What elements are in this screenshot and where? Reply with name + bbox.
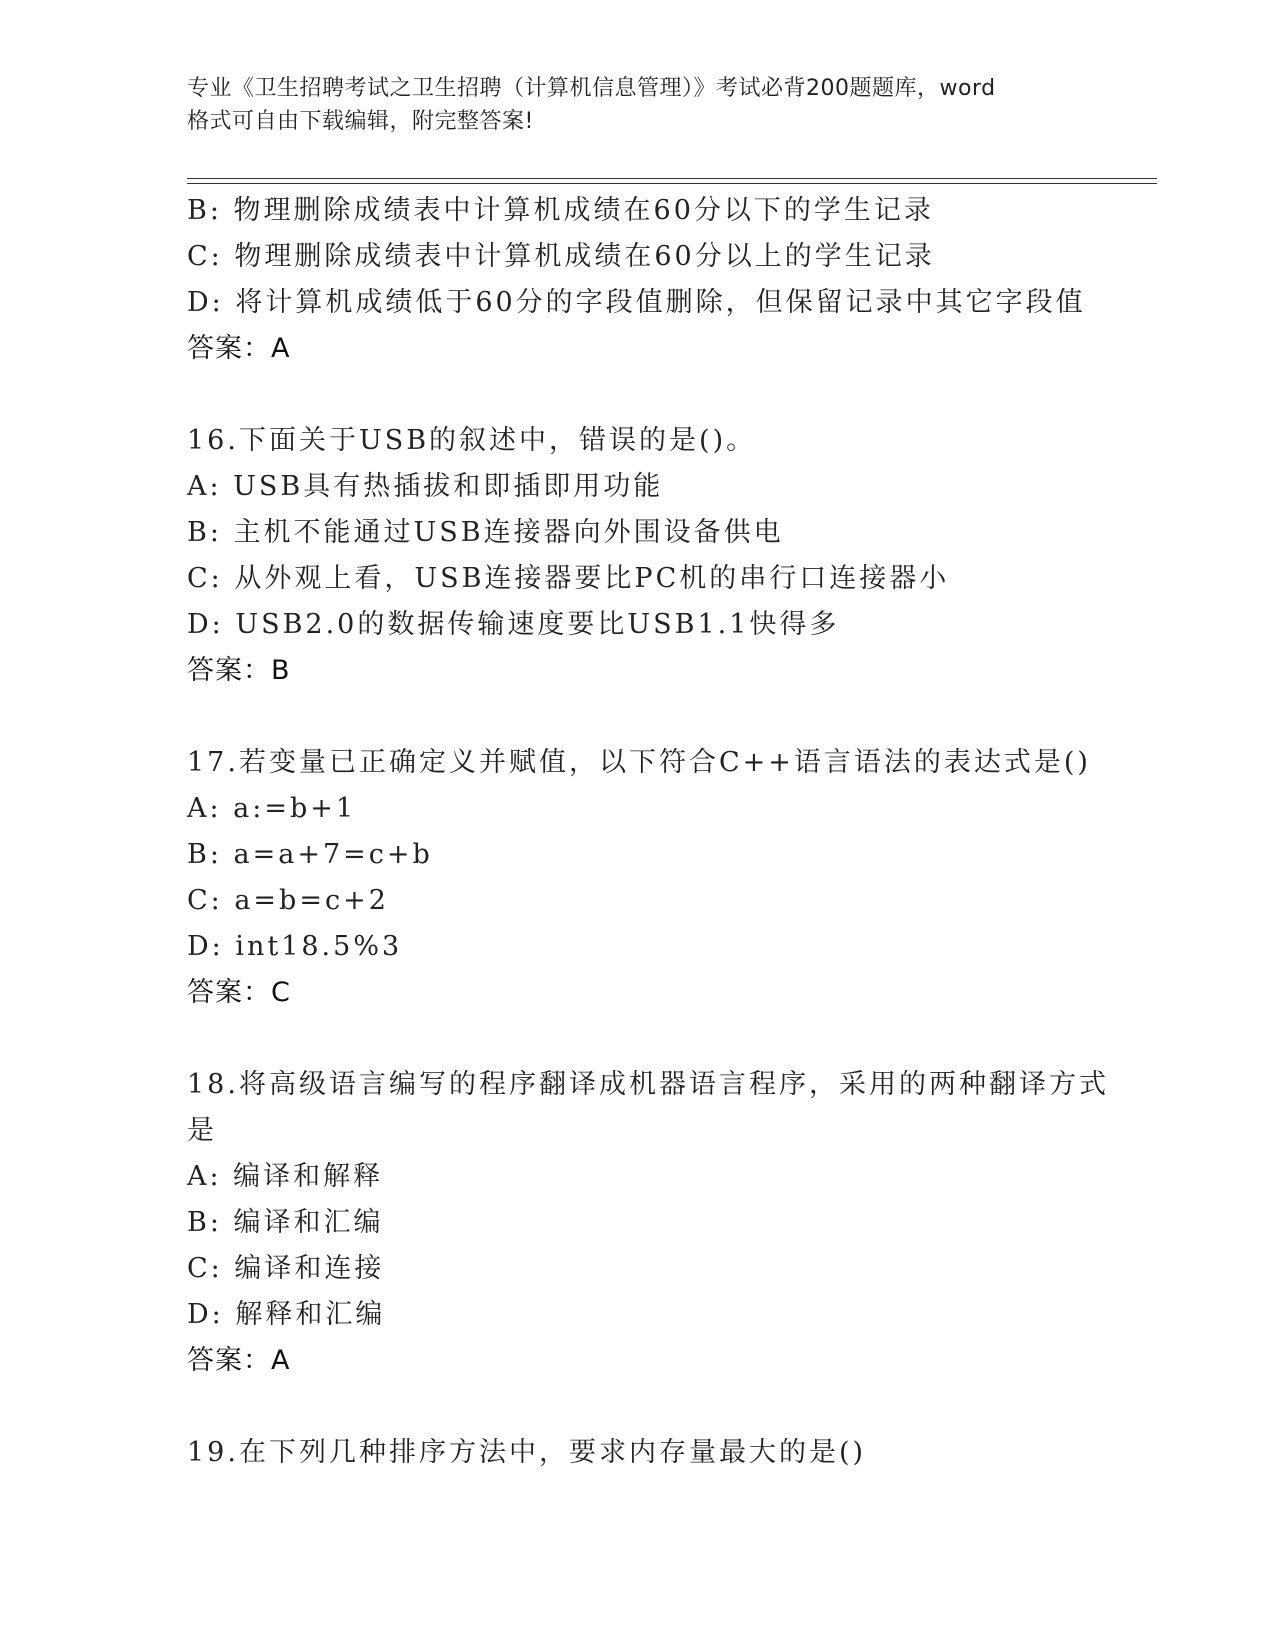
question-list (187, 188, 1147, 1476)
question-16 (187, 418, 1147, 694)
answer-label: 答案：C (187, 977, 291, 1008)
option-a: A: a:=b+1 (187, 793, 357, 824)
document-header (187, 72, 1087, 138)
option-b: B: 编译和汇编 (187, 1207, 384, 1238)
header-line-1: 专业《卫生招聘考试之卫生招聘（计算机信息管理）》考试必背200题题库，word (187, 76, 996, 101)
option-c: C: 物理删除成绩表中计算机成绩在60分以上的学生记录 (187, 241, 935, 272)
question-19 (187, 1430, 1147, 1476)
answer-label: 答案：B (187, 655, 291, 686)
header-line-2: 格式可自由下载编辑，附完整答案! (187, 109, 534, 134)
question-stem: 16.下面关于USB的叙述中，错误的是()。 (187, 425, 757, 456)
header-divider-top (187, 178, 1157, 179)
question-stem: 17.若变量已正确定义并赋值，以下符合C++语言语法的表达式是() (187, 747, 1091, 778)
question-stem: 19.在下列几种排序方法中，要求内存量最大的是() (187, 1437, 867, 1468)
option-d: D: int18.5%3 (187, 931, 403, 962)
question-15-tail (187, 188, 1147, 372)
question-stem-line-1: 18.将高级语言编写的程序翻译成机器语言程序，采用的两种翻译方式 (187, 1069, 1109, 1100)
option-b: B: 主机不能通过USB连接器向外围设备供电 (187, 517, 784, 548)
header-divider-bottom (187, 183, 1157, 184)
answer-label: 答案：A (187, 333, 291, 364)
question-18 (187, 1062, 1147, 1384)
spacer (187, 1016, 1147, 1062)
option-c: C: 编译和连接 (187, 1253, 385, 1284)
option-c: C: a=b=c+2 (187, 885, 389, 916)
option-a: A: USB具有热插拔和即插即用功能 (187, 471, 664, 502)
answer-label: 答案：A (187, 1345, 291, 1376)
option-b: B: a=a+7=c+b (187, 839, 433, 870)
option-d: D: 解释和汇编 (187, 1299, 386, 1330)
option-a: A: 编译和解释 (187, 1161, 384, 1192)
option-b: B: 物理删除成绩表中计算机成绩在60分以下的学生记录 (187, 195, 934, 226)
spacer (187, 372, 1147, 418)
question-17 (187, 740, 1147, 1016)
spacer (187, 694, 1147, 740)
spacer (187, 1384, 1147, 1430)
question-stem-line-2: 是 (187, 1115, 217, 1146)
option-d: D: 将计算机成绩低于60分的字段值删除，但保留记录中其它字段值 (187, 287, 1086, 318)
option-c: C: 从外观上看，USB连接器要比PC机的串行口连接器小 (187, 563, 950, 594)
option-d: D: USB2.0的数据传输速度要比USB1.1快得多 (187, 609, 840, 640)
